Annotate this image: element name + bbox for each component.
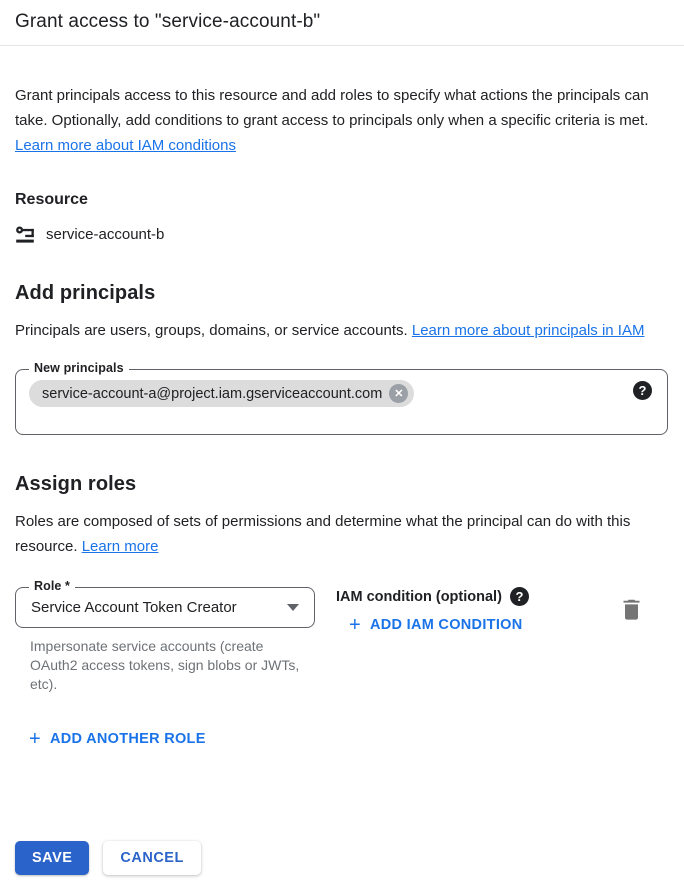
iam-condition-label-row	[336, 587, 622, 606]
role-select-label: Role *	[29, 579, 75, 593]
add-principals-heading: Add principals	[15, 282, 156, 304]
role-select[interactable]	[15, 579, 315, 628]
add-another-role-label: ADD ANOTHER ROLE	[49, 731, 206, 747]
role-column	[15, 579, 315, 694]
add-iam-condition-button[interactable]	[349, 614, 523, 636]
dropdown-arrow-icon	[287, 604, 299, 611]
new-principals-field[interactable]	[15, 361, 668, 435]
roles-learn-more-link[interactable]: Learn more	[81, 538, 159, 555]
delete-role-button[interactable]	[622, 599, 641, 623]
iam-condition-help-icon[interactable]: ?	[510, 587, 529, 606]
intro-paragraph	[15, 83, 667, 158]
chip-remove-icon[interactable]: ✕	[389, 384, 408, 403]
role-select-value: Service Account Token Creator	[31, 599, 237, 616]
iam-condition-column	[336, 587, 622, 636]
iam-condition-label: IAM condition (optional)	[336, 588, 502, 605]
principal-chip-value: service-account-a@project.iam.gserviceaccount.com	[42, 385, 383, 402]
resource-name: service-account-b	[46, 225, 165, 243]
resource-row	[15, 224, 668, 244]
new-principals-label: New principals	[29, 361, 129, 375]
assign-roles-text: Roles are composed of sets of permissions and determine what the principal can do with this resource.	[15, 513, 631, 555]
plus-icon: +	[349, 614, 361, 636]
dialog-footer	[0, 841, 684, 891]
dialog-content	[0, 46, 684, 841]
resource-heading: Resource	[15, 191, 88, 208]
dialog-header	[0, 0, 684, 46]
save-button[interactable]: SAVE	[15, 841, 89, 875]
assign-roles-paragraph	[15, 509, 667, 559]
principal-chip	[29, 380, 414, 407]
role-row	[15, 579, 668, 694]
assign-roles-heading: Assign roles	[15, 473, 137, 495]
role-helper-text: Impersonate service accounts (create OAuth2 access tokens, sign blobs or JWTs, etc).	[30, 638, 300, 692]
principals-help-icon[interactable]: ?	[633, 381, 652, 400]
cancel-button[interactable]: CANCEL	[103, 841, 200, 875]
principals-link[interactable]: Learn more about principals in IAM	[411, 322, 645, 339]
intro-text: Grant principals access to this resource and add roles to specify what actions the principals can take. Optionally, add conditions to grant access to principals only when a specific criteria is met.	[15, 87, 649, 129]
add-iam-condition-label: ADD IAM CONDITION	[369, 617, 523, 633]
service-account-icon	[15, 224, 37, 244]
add-principals-paragraph	[15, 318, 667, 343]
plus-icon: +	[29, 728, 41, 750]
trash-icon	[622, 608, 641, 623]
add-principals-text: Principals are users, groups, domains, or service accounts.	[15, 322, 408, 339]
dialog-title: Grant access to "service-account-b"	[15, 11, 321, 32]
add-another-role-button[interactable]	[29, 728, 206, 750]
iam-conditions-link[interactable]: Learn more about IAM conditions	[15, 137, 236, 154]
